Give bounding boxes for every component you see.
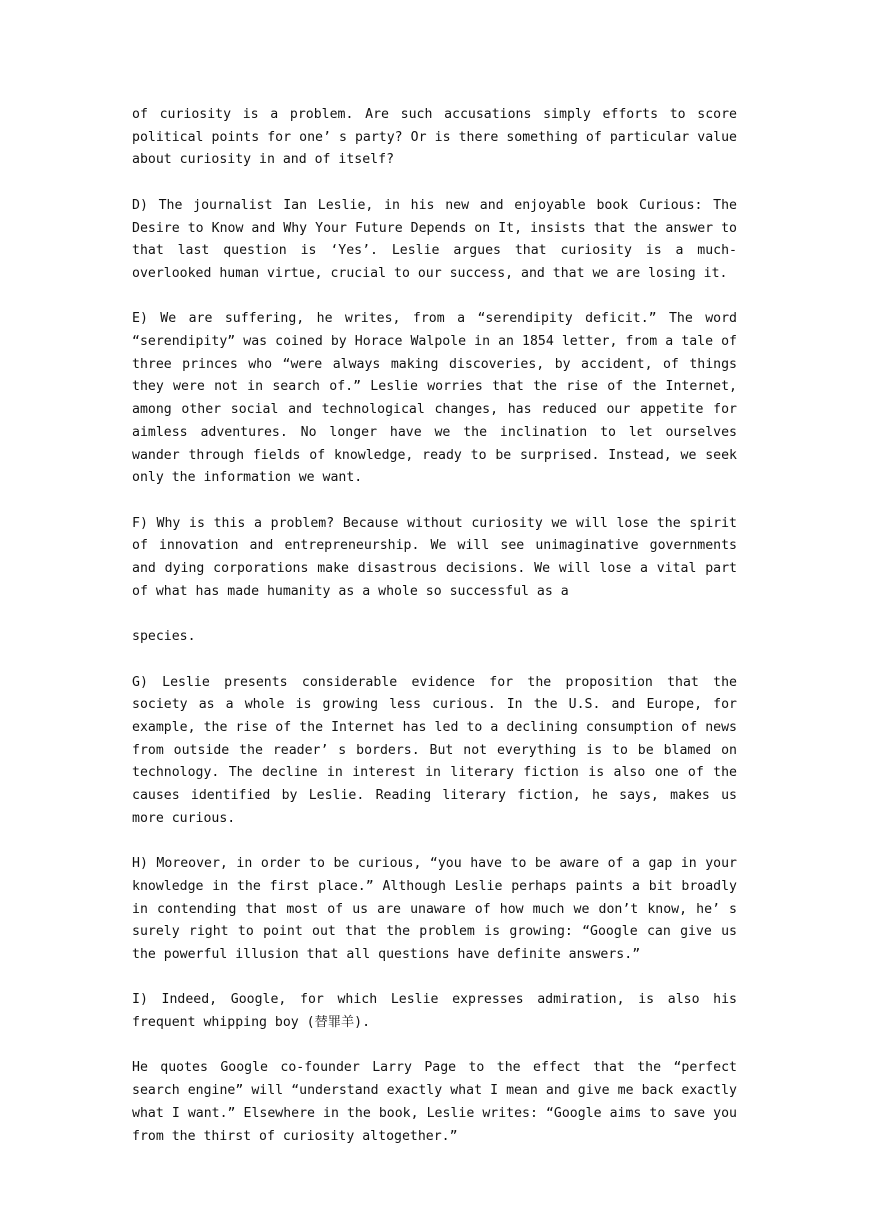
paragraph-f-continuation: species. — [132, 629, 196, 645]
paragraph-e: E) We are suffering, he writes, from a “serendipity deficit.” The word “serendipity” was coined by Horace Walpole in an 1854 letter, from a tale of three princes who “were always making discoveries, by accident, of things they were not in search of.” Leslie worries that the rise of the Internet, among other social and technological changes, has reduced our appetite for aimless adventures. No longer have we the inclination to let ourselves wander through fields of knowledge, ready to be surprised. Instead, we seek only the information we want. — [132, 311, 737, 486]
paragraph-f: F) Why is this a problem? Because without curiosity we will lose the spirit of innovation and entrepreneurship. We will see unimaginative governments and dying corporations make disastrous decisions. We will lose a vital part of what has made humanity as a whole so successful as a — [132, 515, 737, 599]
paragraph-g: G) Leslie presents considerable evidence for the proposition that the society as a whole is growing less curious. In the U.S. and Europe, for example, the rise of the Internet has led to a declining consumption of news from outside the reader’ s borders. But not everything is to be blamed on technology. The decline in interest in literary fiction is also one of the causes identified by Leslie. Reading literary fiction, he says, makes us more curious. — [132, 674, 737, 826]
paragraph-i: I) Indeed, Google, for which Leslie expresses admiration, is also his frequent whipping boy (替罪羊). — [132, 992, 737, 1031]
paragraph-i-continuation: He quotes Google co-founder Larry Page to the effect that the “perfect search engine” will “understand exactly what I mean and give me back exactly what I want.” Elsewhere in the book, Leslie writes: “Google aims to save you from the thirst of curiosity altogether.” — [132, 1060, 737, 1144]
paragraph-h: H) Moreover, in order to be curious, “you have to be aware of a gap in your knowledge in the first place.” Although Leslie perhaps paints a bit broadly in contending that most of us are unaware of how much we don’t know, he’ s surely right to point out that the problem is growing: “Google can give us the powerful illusion that all questions have definite answers.” — [132, 856, 737, 962]
document-page — [132, 104, 737, 1171]
paragraph-intro-continuation: of curiosity is a problem. Are such accusations simply efforts to score political points for one’ s party? Or is there something of particular value about curiosity in and of itself? — [132, 107, 737, 168]
paragraph-d: D) The journalist Ian Leslie, in his new and enjoyable book Curious: The Desire to Know and Why Your Future Depends on It, insists that the answer to that last question is ‘Yes’. Leslie argues that curiosity is a much-overlooked human virtue, crucial to our success, and that we are losing it. — [132, 197, 737, 281]
